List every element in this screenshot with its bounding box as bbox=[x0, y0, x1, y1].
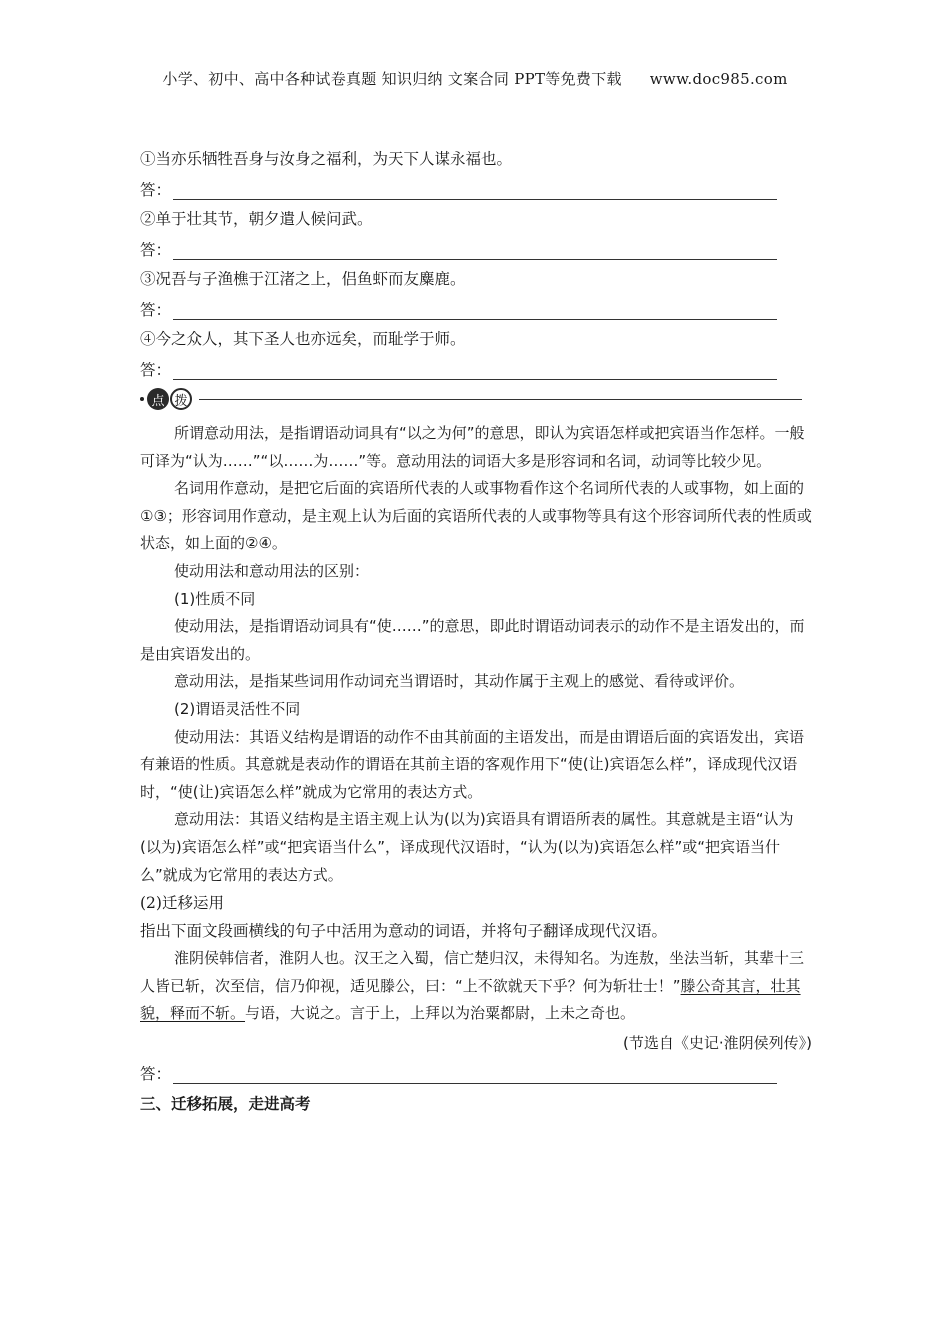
transfer-instruction: 指出下面文段画横线的句子中活用为意动的词语，并将句子翻译成现代汉语。 bbox=[140, 922, 668, 941]
tip-divider bbox=[199, 399, 802, 400]
header-text: 小学、初中、高中各种试卷真题 知识归纳 文案合同 PPT等免费下载 bbox=[162, 70, 622, 88]
answer-row-4 bbox=[140, 350, 812, 380]
tip-char-1: 点 bbox=[147, 388, 169, 410]
question-2: ②单于壮其节，朝夕遣人候问武。 bbox=[140, 210, 373, 228]
answer-label: 答： bbox=[140, 301, 172, 319]
paragraph-7: (2)谓语灵活性不同 bbox=[174, 699, 301, 718]
answer-label: 答： bbox=[140, 241, 172, 259]
tip-header bbox=[140, 384, 812, 414]
answer-row-2 bbox=[140, 230, 812, 260]
passage-after: 与语，大说之。言于上，上拜以为治粟都尉，上未之奇也。 bbox=[245, 1004, 636, 1023]
answer-line-4[interactable] bbox=[173, 361, 777, 380]
section-3-title: 三、迁移拓展，走进高考 bbox=[140, 1093, 311, 1113]
answer-row-5 bbox=[140, 1058, 812, 1084]
answer-line-1[interactable] bbox=[173, 181, 777, 200]
passage-before: 淮阴侯韩信者，淮阴人也。汉王之入蜀，信亡楚归汉，未得知名。为连敖，坐法当斩，其辈十三人皆已斩，次至信，信乃仰视，适见滕公，曰：“上不欲就天下乎？何为斩壮士！” bbox=[140, 949, 805, 995]
page-header bbox=[0, 68, 950, 89]
answer-label: 答： bbox=[140, 1064, 172, 1083]
header-site[interactable]: www.doc985.com bbox=[649, 70, 788, 88]
answer-label: 答： bbox=[140, 181, 172, 199]
paragraph-3: 使动用法和意动用法的区别： bbox=[174, 561, 370, 580]
tip-badge bbox=[140, 388, 193, 410]
answer-row-1 bbox=[140, 170, 812, 200]
question-4: ④今之众人，其下圣人也亦远矣，而耻学于师。 bbox=[140, 330, 466, 348]
paragraph-5: 使动用法，是指谓语动词具有“使……”的意思，即此时谓语动词表示的动作不是主语发出的，而是由宾语发出的。 bbox=[140, 617, 805, 663]
paragraph-2: 名词用作意动，是把它后面的宾语所代表的人或事物看作这个名词所代表的人或事物，如上面的①③；形容词用作意动，是主观上认为后面的宾语所代表的人或事物等具有这个形容词所代表的性质或状态，如上面的②④。 bbox=[140, 479, 812, 553]
answer-label: 答： bbox=[140, 361, 172, 379]
passage-source: (节选自《史记·淮阴侯列传》) bbox=[623, 1033, 812, 1052]
transfer-heading: (2)迁移运用 bbox=[140, 894, 224, 913]
document-body bbox=[140, 148, 812, 1114]
paragraph-9: 意动用法：其语义结构是主语主观上认为(以为)宾语具有谓语所表的属性。其意就是主语“认为(以为)宾语怎么样”或“把宾语当什么”，译成现代汉语时，“认为(以为)宾语怎么样”或“把宾语当什么”就成为它常用的表达方式。 bbox=[140, 810, 794, 884]
question-1: ①当亦乐牺牲吾身与汝身之福利，为天下人谋永福也。 bbox=[140, 150, 513, 168]
paragraph-4: (1)性质不同 bbox=[174, 589, 256, 608]
passage bbox=[140, 945, 812, 1028]
tip-content bbox=[140, 420, 812, 889]
answer-line-5[interactable] bbox=[173, 1065, 777, 1084]
question-3: ③况吾与子渔樵于江渚之上，侣鱼虾而友麋鹿。 bbox=[140, 270, 466, 288]
paragraph-1: 所谓意动用法，是指谓语动词具有“以之为何”的意思，即认为宾语怎样或把宾语当作怎样。一般可译为“认为……”“以……为……”等。意动用法的词语大多是形容词和名词，动词等比较少见。 bbox=[140, 424, 805, 470]
bullet-dot-icon bbox=[140, 397, 144, 401]
answer-line-3[interactable] bbox=[173, 301, 777, 320]
passage-underlined: 滕公奇其言，壮其貌，释而不斩。 bbox=[140, 976, 801, 1023]
paragraph-8: 使动用法：其语义结构是谓语的动作不由其前面的主语发出，而是由谓语后面的宾语发出，宾语有兼语的性质。其意就是表动作的谓语在其前主语的客观作用下“使(让)宾语怎么样”，译成现代汉语时，“使(让)宾语怎么样”就成为它常用的表达方式。 bbox=[140, 727, 805, 801]
answer-row-3 bbox=[140, 290, 812, 320]
tip-char-2: 拨 bbox=[170, 388, 192, 410]
answer-line-2[interactable] bbox=[173, 241, 777, 260]
paragraph-6: 意动用法，是指某些词用作动词充当谓语时，其动作属于主观上的感觉、看待或评价。 bbox=[174, 672, 745, 691]
